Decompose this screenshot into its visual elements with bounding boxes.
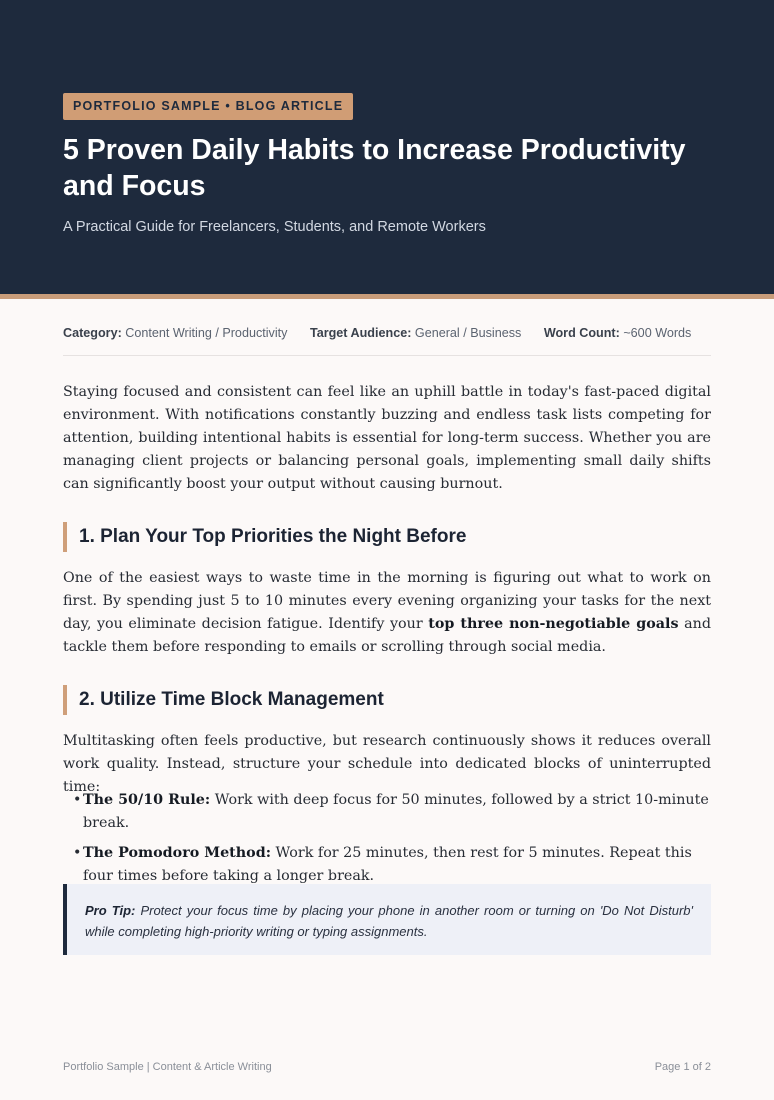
section-1-text-before: One of the easiest ways to waste time in the morning is figuring out what to work on first. By spending just 5 to 10 minutes every evening organizing your tasks for the next day, you eliminate decision fatigue. Identify your: [63, 570, 711, 632]
section-1-paragraph: [63, 567, 711, 659]
header-accent-rule: [0, 294, 774, 299]
section-2-paragraph: Multitasking often feels productive, but research continuously shows it reduces overall work quality. Instead, structure your schedule into dedicated blocks of uninterrupted time:: [63, 733, 711, 795]
bullet-text: Work for 25 minutes, then rest for 5 minutes. Repeat this four times before taking a longer break.: [83, 845, 692, 884]
article-header: [0, 0, 774, 294]
article-title: 5 Proven Daily Habits to Increase Productivity and Focus: [63, 134, 686, 202]
intro-paragraph: Staying focused and consistent can feel like an uphill battle in today's fast-paced digital environment. With notifications constantly buzzing and endless task lists competing for attention, building intentional habits is essential for long-term success. Whether you are managing client projects or balancing personal goals, implementing small daily shifts can significantly boost your output without causing burnout.: [63, 384, 711, 492]
meta-audience-value: General / Business: [414, 326, 522, 340]
bullet-text: Work with deep focus for 50 minutes, followed by a strict 10-minute break.: [83, 792, 709, 831]
list-item: [63, 842, 711, 888]
bullet-dot: •: [73, 845, 82, 861]
bullet-term: The 50/10 Rule:: [83, 792, 211, 808]
meta-category-label: Category:: [63, 326, 122, 340]
meta-wordcount-value: ~600 Words: [623, 326, 692, 340]
time-block-list: [63, 789, 711, 895]
meta-category: [63, 325, 287, 341]
section-2-heading: 2. Utilize Time Block Management: [63, 685, 719, 715]
pro-tip-text: Protect your focus time by placing your phone in another room or turning on 'Do Not Disturb' while completing high-priority writing or typing assignments.: [85, 903, 693, 939]
pro-tip-callout: [63, 884, 711, 955]
meta-divider: [63, 355, 711, 356]
section-1-emphasis: top three non-negotiable goals: [428, 616, 679, 632]
meta-audience-label: Target Audience:: [309, 326, 412, 340]
meta-wordcount: [544, 325, 692, 341]
section-1-heading: 1. Plan Your Top Priorities the Night Before: [63, 522, 719, 552]
list-item: [63, 789, 711, 835]
section-1-text-after: and tackle them before responding to emails or scrolling through social media.: [63, 616, 711, 655]
meta-audience: [310, 325, 521, 341]
category-badge: PORTFOLIO SAMPLE • BLOG ARTICLE: [63, 93, 353, 120]
bullet-term: The Pomodoro Method:: [83, 845, 271, 861]
pro-tip-label: Pro Tip:: [85, 903, 136, 918]
meta-category-value: Content Writing / Productivity: [125, 326, 288, 340]
bullet-dot: •: [73, 792, 82, 808]
article-subtitle: A Practical Guide for Freelancers, Students, and Remote Workers: [63, 219, 486, 235]
article-meta: [63, 325, 711, 341]
meta-wordcount-label: Word Count:: [543, 326, 620, 340]
footer-left-text: Portfolio Sample | Content & Article Writing: [63, 1061, 272, 1073]
page-number: Page 1 of 2: [654, 1061, 711, 1073]
